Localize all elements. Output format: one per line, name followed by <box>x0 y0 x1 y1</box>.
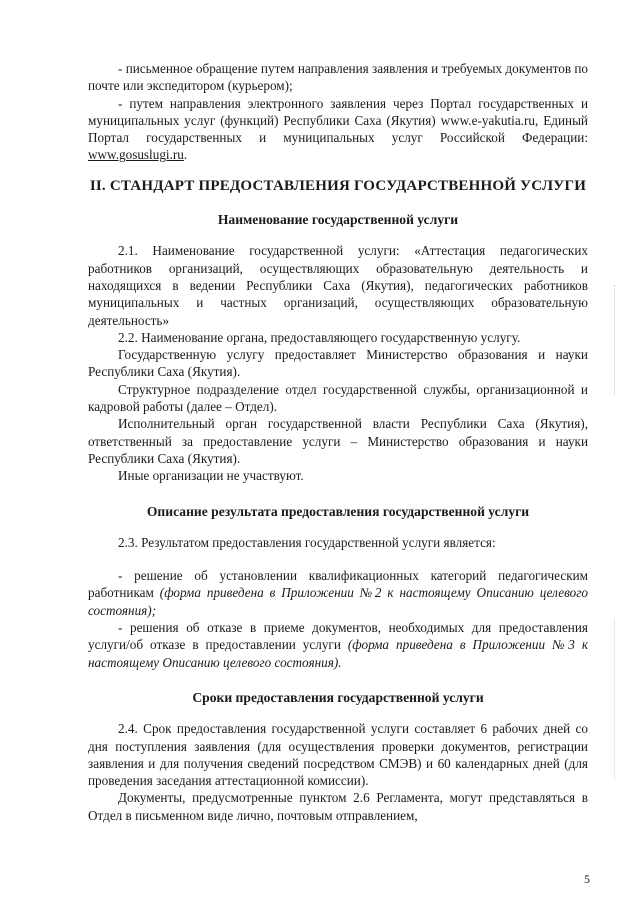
paragraph-2-3: 2.3. Результатом предоставления государственной услуги является: <box>118 534 496 550</box>
result-bullet-1 <box>88 567 588 619</box>
subheading-service-name: Наименование государственной услуги <box>217 212 459 228</box>
result-bullet-1-note: (форма приведена в Приложении №2 к настоящему Описанию целевого состояния); <box>88 585 588 618</box>
paragraph-2-2-others: Иные организации не участвуют. <box>118 468 304 484</box>
intro-paragraph-2-end: . <box>183 147 188 163</box>
result-bullet-2 <box>88 619 588 671</box>
paragraph-2-2-executive: Исполнительный орган государственной власти Республики Саха (Якутия), ответственный за предоставление услуги – Министерство образования и науки Республики Саха (Якутия). <box>88 416 588 466</box>
section-title: II. СТАНДАРТ ПРЕДОСТАВЛЕНИЯ ГОСУДАРСТВЕННОЙ УСЛУГИ <box>89 177 587 194</box>
result-bullet-2-text: - решения об отказе в приеме документов, необходимых для предоставления услуги/об отказе в предоставлении услуги <box>88 620 588 653</box>
paragraph-2-2-provider: Государственную услугу предоставляет Министерство образования и науки Республики Саха (Якутия). <box>88 347 588 380</box>
gosuslugi-link[interactable]: www.gosuslugi.ru <box>88 147 184 163</box>
paragraph-2-4: 2.4. Срок предоставления государственной услуги составляет 6 рабочих дней со дня поступления заявления (для осуществления проверки документов, регистрации заявления и для получения сведений посредством СМЭВ) и 60 календарных дней (для проведения заседания аттестационной комиссии). <box>88 721 588 789</box>
intro-paragraph-2 <box>88 95 588 164</box>
intro-paragraph-1: - письменное обращение путем направления заявления и требуемых документов по почте или экспедитором (курьером); <box>88 61 588 94</box>
subheading-terms: Сроки предоставления государственной услуги <box>192 689 484 705</box>
result-bullet-2-note: (форма приведена в Приложении №3 к настоящему Описанию целевого состояния). <box>88 637 588 670</box>
margin-scan-mark <box>614 285 616 395</box>
intro-paragraph-2-text: - путем направления электронного заявления через Портал государственных и муниципальных услуг (функций) Республики Саха (Якутия) www.e-yakutia.ru, Единый Портал государственных и муниципальных услуг Российской Федерации: <box>88 95 588 146</box>
page-number: 5 <box>584 872 590 886</box>
paragraph-2-4-documents: Документы, предусмотренные пунктом 2.6 Регламента, могут представляться в Отдел в письменном виде лично, почтовым отправлением, <box>88 790 588 823</box>
paragraph-2-2-division: Структурное подразделение отдел государственной службы, организационной и кадровой работы (далее – Отдел). <box>88 381 588 415</box>
paragraph-2-2: 2.2. Наименование органа, предоставляющего государственную услугу. <box>118 329 521 345</box>
document-page <box>88 60 588 824</box>
margin-scan-mark-lower <box>614 620 616 780</box>
result-bullet-1-text: - решение об установлении квалификационных категорий педагогическим работникам <box>88 568 588 601</box>
subheading-result: Описание результата предоставления государственной услуги <box>146 503 530 519</box>
paragraph-2-1: 2.1. Наименование государственной услуги: «Аттестация педагогических работников организаций, осуществляющих образовательную деятельность и находящихся в ведении Республики Саха (Якутия), педагогических работников муниципальных и частных организаций, осуществляющих образовательную деятельность» <box>88 243 588 328</box>
